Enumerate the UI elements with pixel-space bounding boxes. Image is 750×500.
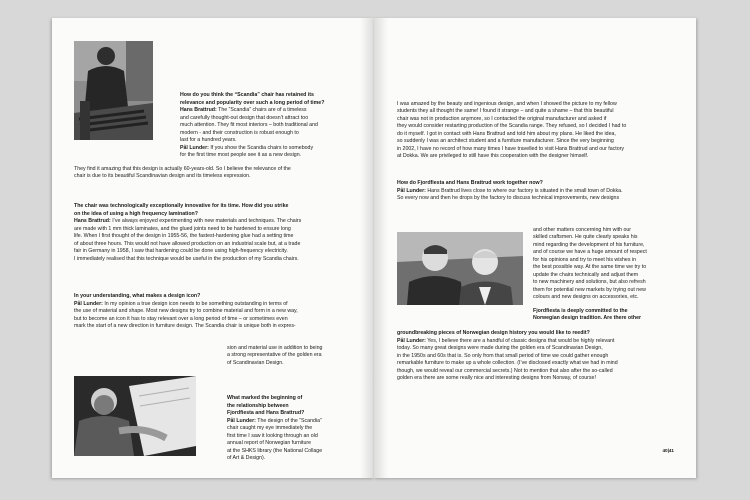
left-page (52, 18, 374, 478)
page-number: 40|41 (662, 448, 674, 453)
answer-continuation: They find it amazing that this design is actually 60-years-old. So I believe the relevance of the chair is due to its beautiful Scandinavian design and its timeless expression. (74, 166, 291, 180)
speaker-pal-lunder: Pål Lunder: (227, 417, 256, 424)
question-norwegian-design-part2: groundbreaking pieces of Norwegian design history you would like to reedit? (397, 330, 590, 337)
question-working-together: How do Fjordfiesta and Hans Brattrud work together now? (397, 180, 543, 187)
photo-hans-brattrud-sketching (74, 376, 196, 456)
answer-text: Hans Brattrud lives close to where our factory is situated in the small town of Dokka. So every now and then he drops by the factory to discuss technical improvements, new designs (397, 187, 623, 202)
question-relationship-beginning: What marked the beginning of the relationship between Fjordfiesta and Hans Brattrud? (227, 395, 305, 417)
speaker-hans-brattrud: Hans Brattrud: (180, 107, 217, 114)
speaker-pal-lunder: Pål Lunder: (180, 144, 209, 151)
question-norwegian-design-part1: Fjordfiesta is deeply committed to the Norwegian design tradition. Are there other (533, 308, 642, 322)
answer-text: If you show the Scandia chairs to somebody for the first time most people see it as a new design. (180, 144, 314, 159)
right-page (374, 18, 696, 478)
answer-continuation: I was amazed by the beauty and ingenious design, and when I showed the picture to my fellow students they all thought the same! I found it strange – and quite a shame – that this beautiful chair was not in production anymore, so I contacted the original manufacturer and asked if they would consider restarting production of the Scandia range. They refused, so I decided I had to do it myself. I got in contact with Hans Brattrud and told him about my plans. He liked the idea, so suddenly I was an architect student and a furniture manufacturer. Since the very beginning in 2002, I have no record of how many times I have travelled to visit Hans Brattrud and our factory at Dokka. We are privileged to still have this cooperation with the designer himself. (397, 101, 627, 160)
speaker-pal-lunder: Pål Lunder: (397, 337, 426, 344)
speaker-pal-lunder: Pål Lunder: (397, 187, 426, 194)
answer-continuation: and other matters concerning him with our skilled craftsmen. He quite clearly speaks his mind regarding the development of his furniture, and of course we have a huge amount of respect for his opinions and try to meet his wishes in the best possible way. At the same time we try to update the chairs technically and adjust them to new machinery and solutions, but also refresh them for potential new markets by trying out new colours and new designs on accessories, etc. (533, 227, 647, 301)
question-design-icon: In your understanding, what makes a design icon? (74, 293, 201, 300)
question-retained-relevance: How do you think the “Scandia” chair has retained its relevance and popularity over such a long period of time? (180, 92, 325, 106)
answer-continuation: sion and material use in addition to being a strong representative of the golden era of Scandinavian Design. (227, 345, 323, 366)
speaker-pal-lunder: Pål Lunder: (74, 300, 103, 307)
question-high-frequency-lamination: The chair was technologically exceptionally innovative for its time. How did you strike on the idea of using a high frequency lamination? (74, 203, 289, 217)
photo-pal-lunder-and-hans-brattrud (397, 232, 523, 305)
answer-text: Yes, I believe there are a handful of classic designs that would be highly relevant today. So many great designs were made during the golden era of Scandinavian Design, in the 1950s and 60s that is. So only from that small period of time we could gather enough remarkable furniture to make up a whole collection. (I’ve disclosed exactly what we had in mind though, we would reveal our commercial secrets.) Not to mention that also after the so-called golden era there are some really nice and interesting designs from Norway, of course! (397, 337, 618, 382)
speaker-hans-brattrud: Hans Brattrud: (74, 218, 111, 225)
answer-text: I’ve always enjoyed experimenting with new materials and techniques. The chairs are made with 1 mm thick laminates, and the glued joints need to be hardened to ensure long life. When I first thought of the design in 1955-56, the fastest-hardening glue had a setting time of about three hours. This would not have allowed production on an industrial scale but, at a trade fair in Germany in 1958, I saw that hardening could be done using high-frequency electricity. I immediately realised that this technique would be useful in the production of my Scandia chairs. (74, 218, 302, 262)
answer-text: The design of the “Scandia” chair caught my eye immediately the first time I saw it looking through an old annual report of Norwegian furniture at the SHKS library (the National Collage of Art & Design). (227, 417, 323, 462)
answer-text: In my opinion a true design icon needs to be something outstanding in terms of the use of material and shape. Most new designs try to combine material and form in a new way, but to become an icon it has to stay relevant over a long period of time – or sometimes even mark the start of a new direction in furniture design. The Scandia chair is unique both in expres- (74, 300, 298, 330)
photo-hans-brattrud-chair (74, 41, 153, 140)
answer-text: The “Scandia” chairs are of a timeless and carefully thought-out design that doesn’t attract too much attention. They fit most interiors – both traditional and modern - and their construction is robust enough to last for a hundred years. (180, 107, 318, 144)
